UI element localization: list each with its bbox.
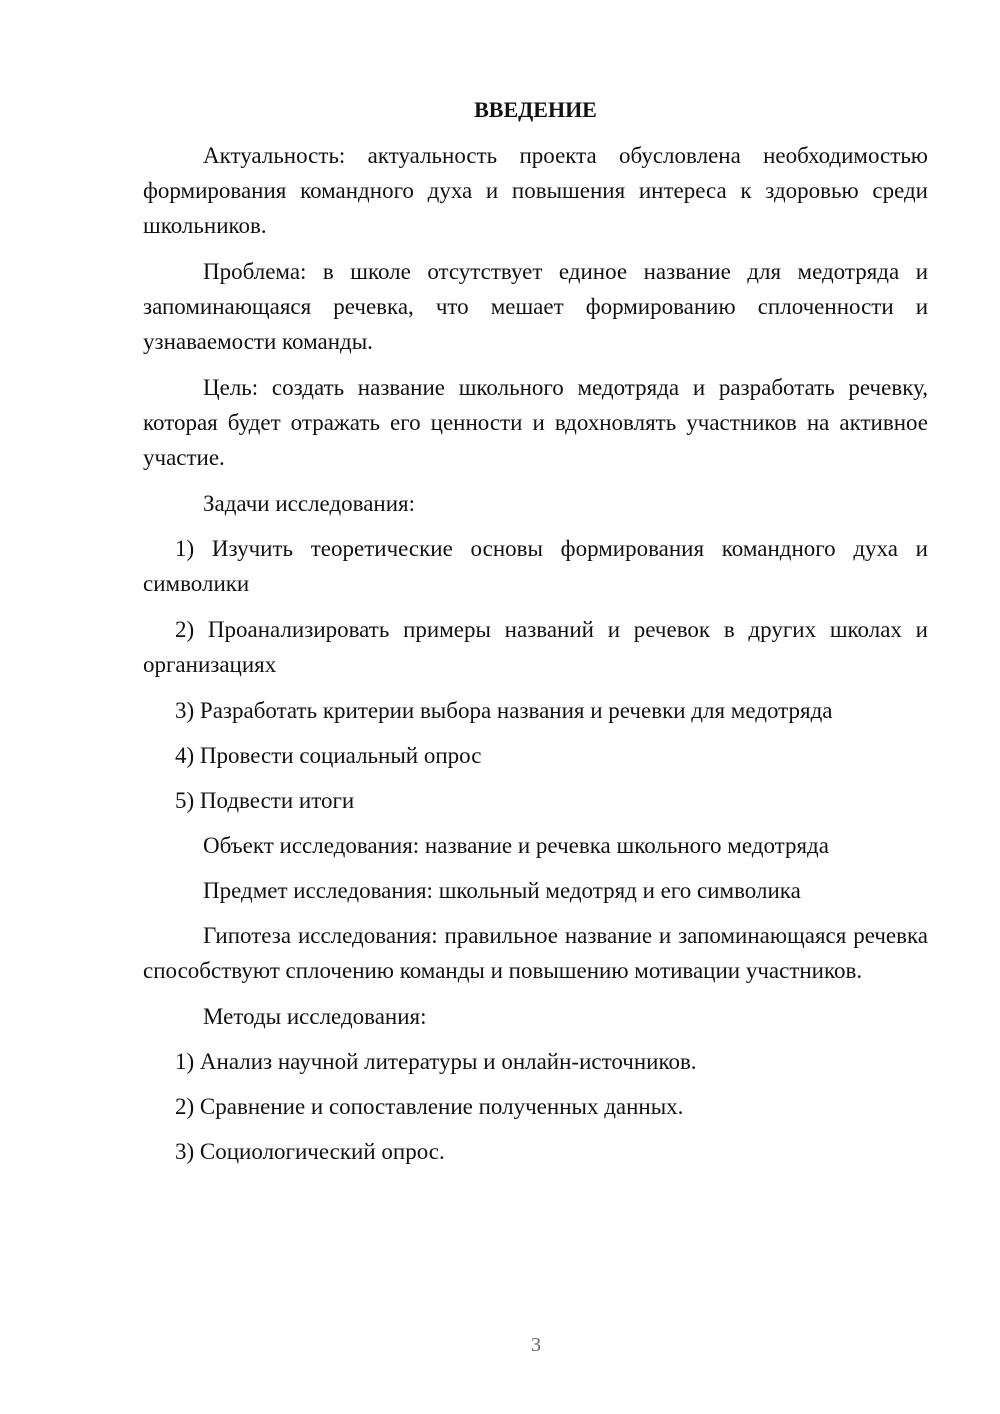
section-title: ВВЕДЕНИЕ xyxy=(474,97,597,122)
task-item: 5) Подвести итоги xyxy=(175,788,355,813)
task-item: 4) Провести социальный опрос xyxy=(175,743,482,768)
tasks-heading: Задачи исследования: xyxy=(203,491,416,516)
object-paragraph: Объект исследования: название и речевка школьного медотряда xyxy=(203,833,829,858)
task-item: 1) Изучить теоретические основы формирования командного духа и символики xyxy=(143,536,928,596)
problem-paragraph: Проблема: в школе отсутствует единое название для медотряда и запоминающаяся речевка, что мешает формированию сплоченности и узнаваемости команды. xyxy=(143,259,928,354)
task-item: 3) Разработать критерии выбора названия и речевки для медотряда xyxy=(175,698,833,723)
method-item: 1) Анализ научной литературы и онлайн-источников. xyxy=(175,1049,697,1074)
document-body xyxy=(143,94,928,1179)
method-item: 3) Социологический опрос. xyxy=(175,1139,445,1164)
methods-heading: Методы исследования: xyxy=(203,1004,427,1029)
subject-paragraph: Предмет исследования: школьный медотряд и его символика xyxy=(203,878,801,903)
page-number: 3 xyxy=(531,1334,541,1356)
hypothesis-paragraph: Гипотеза исследования: правильное название и запоминающаяся речевка способствуют сплочению команды и повышению мотивации участников. xyxy=(143,923,928,983)
method-item: 2) Сравнение и сопоставление полученных данных. xyxy=(175,1094,684,1119)
task-item: 2) Проанализировать примеры названий и речевок в других школах и организациях xyxy=(143,617,928,677)
goal-paragraph: Цель: создать название школьного медотряда и разработать речевку, которая будет отражать его ценности и вдохновлять участников на активное участие. xyxy=(143,375,928,470)
relevance-paragraph: Актуальность: актуальность проекта обусловлена необходимостью формирования командного духа и повышения интереса к здоровью среди школьников. xyxy=(143,143,928,238)
